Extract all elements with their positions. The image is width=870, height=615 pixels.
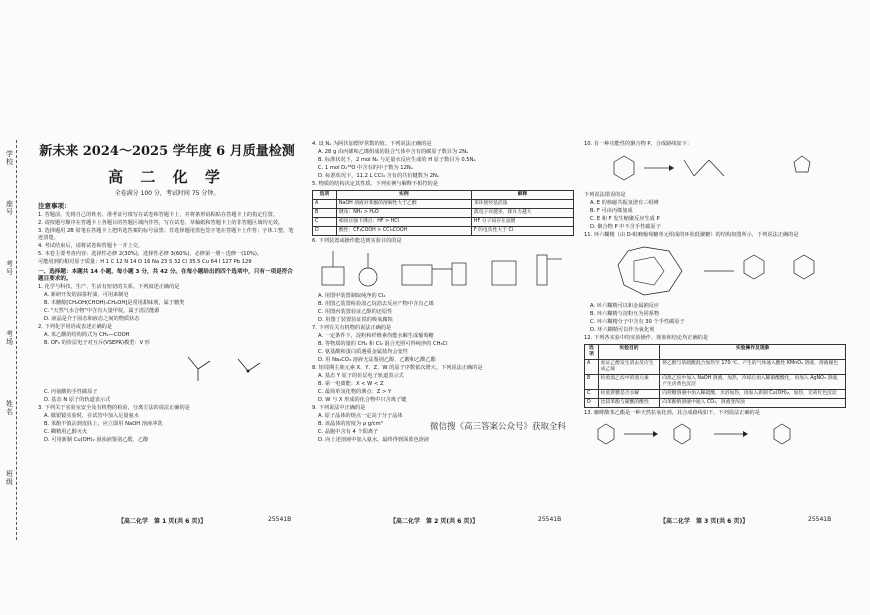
question-stem: 4. 设 Nₐ 为阿伏加德罗常数的值。下列说法正确的是 bbox=[312, 141, 432, 147]
table-cell: 向溴乙烷中加入 NaOH 溶液，加热，冷却后加入稀硝酸酸化，再加入 AgNO₃ 溶液，产生淡黄色沉淀 bbox=[660, 375, 846, 390]
table-row bbox=[585, 375, 846, 390]
question-option: C. 1 mol D₂¹⁸O 中含有的中子数为 12Nₐ bbox=[318, 165, 413, 171]
question-option: D. 聚合物 P 中不含手性碳原子 bbox=[590, 224, 661, 230]
question-option: A. 28 g 由丙烯和乙烯组成的混合气体中含有的碳原子数目为 2Nₐ bbox=[318, 149, 469, 155]
page-2-code: 25541B bbox=[538, 516, 562, 523]
page-2-footer: 【高二化学 第 2 页(共 6 页)】 bbox=[390, 518, 479, 525]
binding-label-room: 考场 bbox=[6, 330, 13, 346]
apparatus-diagram bbox=[312, 247, 574, 291]
question-stem: 13. 咖啡酸苯乙酯是一种天然抗氧化剂，其合成路线如下，下列说法正确的是 bbox=[584, 410, 760, 416]
table-cell: C bbox=[313, 218, 337, 227]
watermark-text: 微信搜《高三答案公众号》获取全科 bbox=[430, 422, 567, 432]
route-diagram bbox=[584, 419, 846, 449]
q12-table bbox=[584, 344, 846, 408]
question-option: B. 用图乙装置检验溴乙烷消去反应产物中含有乙烯 bbox=[318, 301, 434, 307]
q5-table bbox=[312, 190, 574, 236]
reaction-scheme-icon bbox=[584, 150, 846, 190]
table-header: 实例 bbox=[336, 191, 471, 200]
exam-title: 新未来 2024～2025 学年度 6 月质量检测 bbox=[39, 144, 295, 159]
page-3-footer: 【高二化学 第 3 页(共 6 页)】 bbox=[660, 518, 749, 525]
question-stem: 下列说法错误的是 bbox=[584, 192, 626, 198]
question-option: D. 用 Na₂CO₃ 溶液无法鉴别乙醇、乙酸和乙酸乙酯 bbox=[318, 357, 436, 363]
notice-item: 3. 选择题用 2B 铅笔在答题卡上把所选答案的标号涂黑；非选择题用黑色签字笔在答题卡上作答；字体工整，笔迹清楚。 bbox=[38, 228, 294, 241]
page-1-code: 25541B bbox=[268, 516, 292, 523]
page-3 bbox=[584, 140, 846, 510]
question-option: B. 标准状况下，2 mol N₂ 与足量水反应生成的 H 原子数目为 0.5Nₐ bbox=[318, 157, 476, 163]
question-stem: 10. 有一种功能性的聚合物 P，合成路线如下： bbox=[584, 141, 693, 147]
table-cell: 相同压强下沸点：HF > HCl bbox=[336, 218, 471, 227]
question-stem: 1. 化学与科技、生产、生活有密切的关系。下列叙述正确的是 bbox=[38, 284, 180, 290]
binding-label-school: 学校 bbox=[6, 150, 13, 166]
molecule-sketch-icon bbox=[38, 349, 296, 387]
table-header: 选项 bbox=[313, 191, 337, 200]
table-cell: F 的电负性大于 Cl bbox=[471, 227, 573, 236]
table-row bbox=[585, 399, 846, 408]
question-option: B. 木糖醇[CH₂OH(CHOH)₃CH₂OH]是常用甜味剂，属于糖类 bbox=[44, 300, 185, 306]
binding-label-name: 姓名 bbox=[6, 400, 13, 416]
table-header-row bbox=[585, 345, 846, 360]
lab-apparatus-icon bbox=[312, 247, 574, 291]
question-stem: 8. 短周期主族元素 X、Y、Z、W 的原子序数依次增大。下列说法正确的是 bbox=[312, 365, 483, 371]
question-stem: 6. 下列装置或操作能达到实验目的的是 bbox=[312, 238, 402, 244]
question-option: D. 基态 N 原子的轨道表示式 bbox=[44, 397, 111, 403]
question-option: C. 氨基酸和蛋白质遇重金属盐均会变性 bbox=[318, 349, 408, 355]
table-cell: D bbox=[585, 399, 599, 408]
question-option: D. W 与 X 形成的化合物中只含离子键 bbox=[318, 397, 407, 403]
question-option: A. 一定条件下，淀粉和纤维素均能水解生成葡萄糖 bbox=[318, 333, 434, 339]
question-option: C. 丙氨酸的手性碳原子 bbox=[44, 389, 98, 395]
page-2 bbox=[312, 140, 574, 510]
table-cell: 将乙醇与浓硫酸混合加热至 170 ℃，产生的气体通入酸性 KMnO₄ 溶液，溶液褪色 bbox=[660, 360, 846, 375]
question-option: A. 做银镜实验时，在试管中加入足量氨水 bbox=[44, 413, 139, 419]
binding-label-class: 班级 bbox=[6, 470, 13, 486]
table-cell: NaOH 溶液对苯酚的溶解性大于乙醇 bbox=[336, 200, 471, 209]
ring-structure-icon bbox=[584, 241, 846, 301]
table-header: 实验目的 bbox=[598, 345, 659, 360]
page-1 bbox=[38, 140, 296, 510]
question-option: B. 环六糊精与淀粉互为同系物 bbox=[590, 311, 660, 317]
question-option: C. "天然气水合物"中含有大量甲烷，属于清洁能源 bbox=[44, 308, 160, 314]
question-option: B. F 可由丙烯加成 bbox=[590, 208, 633, 214]
table-row bbox=[313, 227, 574, 236]
table-cell: A bbox=[313, 200, 337, 209]
question-option: C. 晶胞中含有 4 个阳离子 bbox=[318, 429, 379, 435]
table-row bbox=[585, 360, 846, 375]
cyclodextrin-diagram bbox=[584, 241, 846, 301]
binding-label-number: 考号 bbox=[6, 260, 13, 276]
question-stem: 2. 下列化学用语或表述正确的是 bbox=[38, 324, 113, 330]
table-row bbox=[313, 209, 574, 218]
question-option: C. 用图丙装置验证乙醇的还原性 bbox=[318, 309, 393, 315]
question-option: C. 最简单氢化物的沸点：Z > Y bbox=[318, 389, 392, 395]
question-option: A. 苯乙酸的结构简式为 CH₂—COOH bbox=[44, 332, 130, 338]
page-1-footer: 【高二化学 第 1 页(共 6 页)】 bbox=[118, 518, 207, 525]
table-cell: B bbox=[585, 375, 599, 390]
table-cell: C bbox=[585, 390, 599, 399]
question-option: B. 等物质的量的 CH₄ 和 Cl₂ 混合光照可得纯净的 CH₃Cl bbox=[318, 341, 448, 347]
notice-item: 5. 本卷主要考查内容：选择性必修 2(30%)，选择性必修 3(60%)，必修第一册～选修一(10%)。 bbox=[38, 251, 263, 257]
question-option: D. 用图丁装置验证铁的吸氧腐蚀 bbox=[318, 317, 393, 323]
table-cell: 酸性：CF₃COOH > CCl₃COOH bbox=[336, 227, 471, 236]
question-stem: 9. 下列说法中正确的是 bbox=[312, 405, 366, 411]
question-option: C. 糊精用乙醇灭火 bbox=[44, 429, 88, 435]
table-cell: 向蔗糖溶液中加入稀硫酸，水浴加热，再加入新制 Cu(OH)₂，加热，无砖红色沉淀 bbox=[660, 390, 846, 399]
table-cell: D bbox=[313, 227, 337, 236]
question-option: A. 新研开发的油茶籽油，可用来制皂 bbox=[44, 292, 129, 298]
question-option: A. 用图甲装置制取纯净的 Cl₂ bbox=[318, 293, 386, 299]
table-header: 解释 bbox=[471, 191, 573, 200]
synthesis-diagram bbox=[584, 150, 846, 190]
reaction-route-icon bbox=[584, 419, 846, 449]
table-cell: 向苯酚钠溶液中通入 CO₂，溶液变浑浊 bbox=[660, 399, 846, 408]
table-cell: 苯环使羟基活泼 bbox=[471, 200, 573, 209]
table-cell: 验证乙醇发生消去反应生成乙烯 bbox=[598, 360, 659, 375]
question-option: B. 苯酚不慎沾到皮肤上，应立即用 NaOH 溶液冲洗 bbox=[44, 421, 163, 427]
question-option: B. 第一电离能：X < W < Z bbox=[318, 381, 384, 387]
section-title: 一、选择题：本题共 14 小题，每小题 3 分，共 42 分。在每小题给出的四个选项中，只有一项是符合题目要求的。 bbox=[38, 269, 293, 282]
structure-diagram bbox=[38, 349, 296, 387]
atomic-mass: 可能用到的相对原子质量：H 1 C 12 N 14 O 16 Na 23 S 32 Cl 35.5 Cu 64 I 127 Pb 129 bbox=[38, 259, 252, 265]
question-option: D. 液晶是介于固态和液态之间的物质状态 bbox=[44, 316, 140, 322]
table-cell: B bbox=[313, 209, 337, 218]
notice-item: 2. 请按题号顺序在答题卡上各题目的答题区域内作答，写在试卷、草稿纸和答题卡上的非答题区域均无效。 bbox=[38, 220, 284, 226]
question-option: A. 基态 Y 原子的价层电子轨道表示式 bbox=[318, 373, 404, 379]
question-stem: 11. 环六糊精（由 D-吡喃葡萄糖单元组成的环状低聚糖）的结构如图所示，下列说法正确的是 bbox=[584, 232, 799, 238]
table-row bbox=[313, 200, 574, 209]
exam-subject: 高 二 化 学 bbox=[108, 168, 226, 186]
question-stem: 3. 下列关于实验室安全及有机物的检验，分离方法的说法正确的是 bbox=[38, 405, 190, 411]
table-cell: 键角：NH₃ > H₂O bbox=[336, 209, 471, 218]
notice-title: 注意事项： bbox=[38, 202, 71, 210]
table-row bbox=[585, 390, 846, 399]
question-option: C. 环六糊精分子中含有 30 个手性碳原子 bbox=[590, 319, 685, 325]
table-cell: 比较苯酚与碳酸的酸性 bbox=[598, 399, 659, 408]
table-row bbox=[313, 218, 574, 227]
table-cell: 检验蔗糖是否水解 bbox=[598, 390, 659, 399]
binding-label-seat: 座号 bbox=[6, 200, 13, 216]
question-option: A. 原子晶体的熔点一定高于分子晶体 bbox=[318, 413, 403, 419]
table-cell: 检验溴乙烷中的溴元素 bbox=[598, 375, 659, 390]
table-header: 选项 bbox=[585, 345, 599, 360]
table-header-row bbox=[313, 191, 574, 200]
question-option: A. 环六糊精可以和金属钠反应 bbox=[590, 303, 660, 309]
question-option: A. E 的核磁共振氢谱有三组峰 bbox=[590, 200, 659, 206]
question-option: B. 该晶体的密度为 ρ g/cm³ bbox=[318, 421, 383, 427]
binding-strip bbox=[4, 140, 30, 540]
table-cell: 孤电子对越多，排斥力越大 bbox=[471, 209, 573, 218]
question-option: D. 向上述溶液中加入氨水，最终得到深蓝色溶液 bbox=[318, 437, 430, 443]
question-option: D. 环六糊精可以作为氧化剂 bbox=[590, 327, 655, 333]
question-option: D. 标准状况下，11.2 L CCl₄ 含有的共价键数为 2Nₐ bbox=[318, 173, 439, 179]
table-header: 实验操作及现象 bbox=[660, 345, 846, 360]
question-stem: 12. 下列各实验中的实验操作、现象和结论均正确的是 bbox=[584, 335, 709, 341]
table-cell: A bbox=[585, 360, 599, 375]
question-stem: 5. 物质的结构决定其性质。下列实例与解释不相符的是 bbox=[312, 181, 438, 187]
binding-cut-line bbox=[16, 140, 17, 540]
table-cell: HF 分子间存在氢键 bbox=[471, 218, 573, 227]
notice-item: 4. 考试结束后，请将试卷和答题卡一并上交。 bbox=[38, 243, 144, 249]
exam-info: 全卷满分 100 分，考试时间 75 分钟。 bbox=[114, 190, 220, 197]
question-option: D. 可用新制 Cu(OH)₂ 悬浊液鉴别乙醛、乙酸 bbox=[44, 437, 149, 443]
notice-item: 1. 答题前，先将自己的姓名、准考证号填写在试卷和答题卡上，并将条形码粘贴在答题卡上的指定位置。 bbox=[38, 212, 279, 218]
page-3-code: 25541B bbox=[808, 516, 832, 523]
question-stem: 7. 下列有关有机物的说法正确的是 bbox=[312, 325, 392, 331]
question-option: B. OF₂ 的价层电子对互斥(VSEPR)模型：V 形 bbox=[44, 340, 150, 346]
question-option: C. E 和 F 发生缩聚反应生成 P bbox=[590, 216, 660, 222]
